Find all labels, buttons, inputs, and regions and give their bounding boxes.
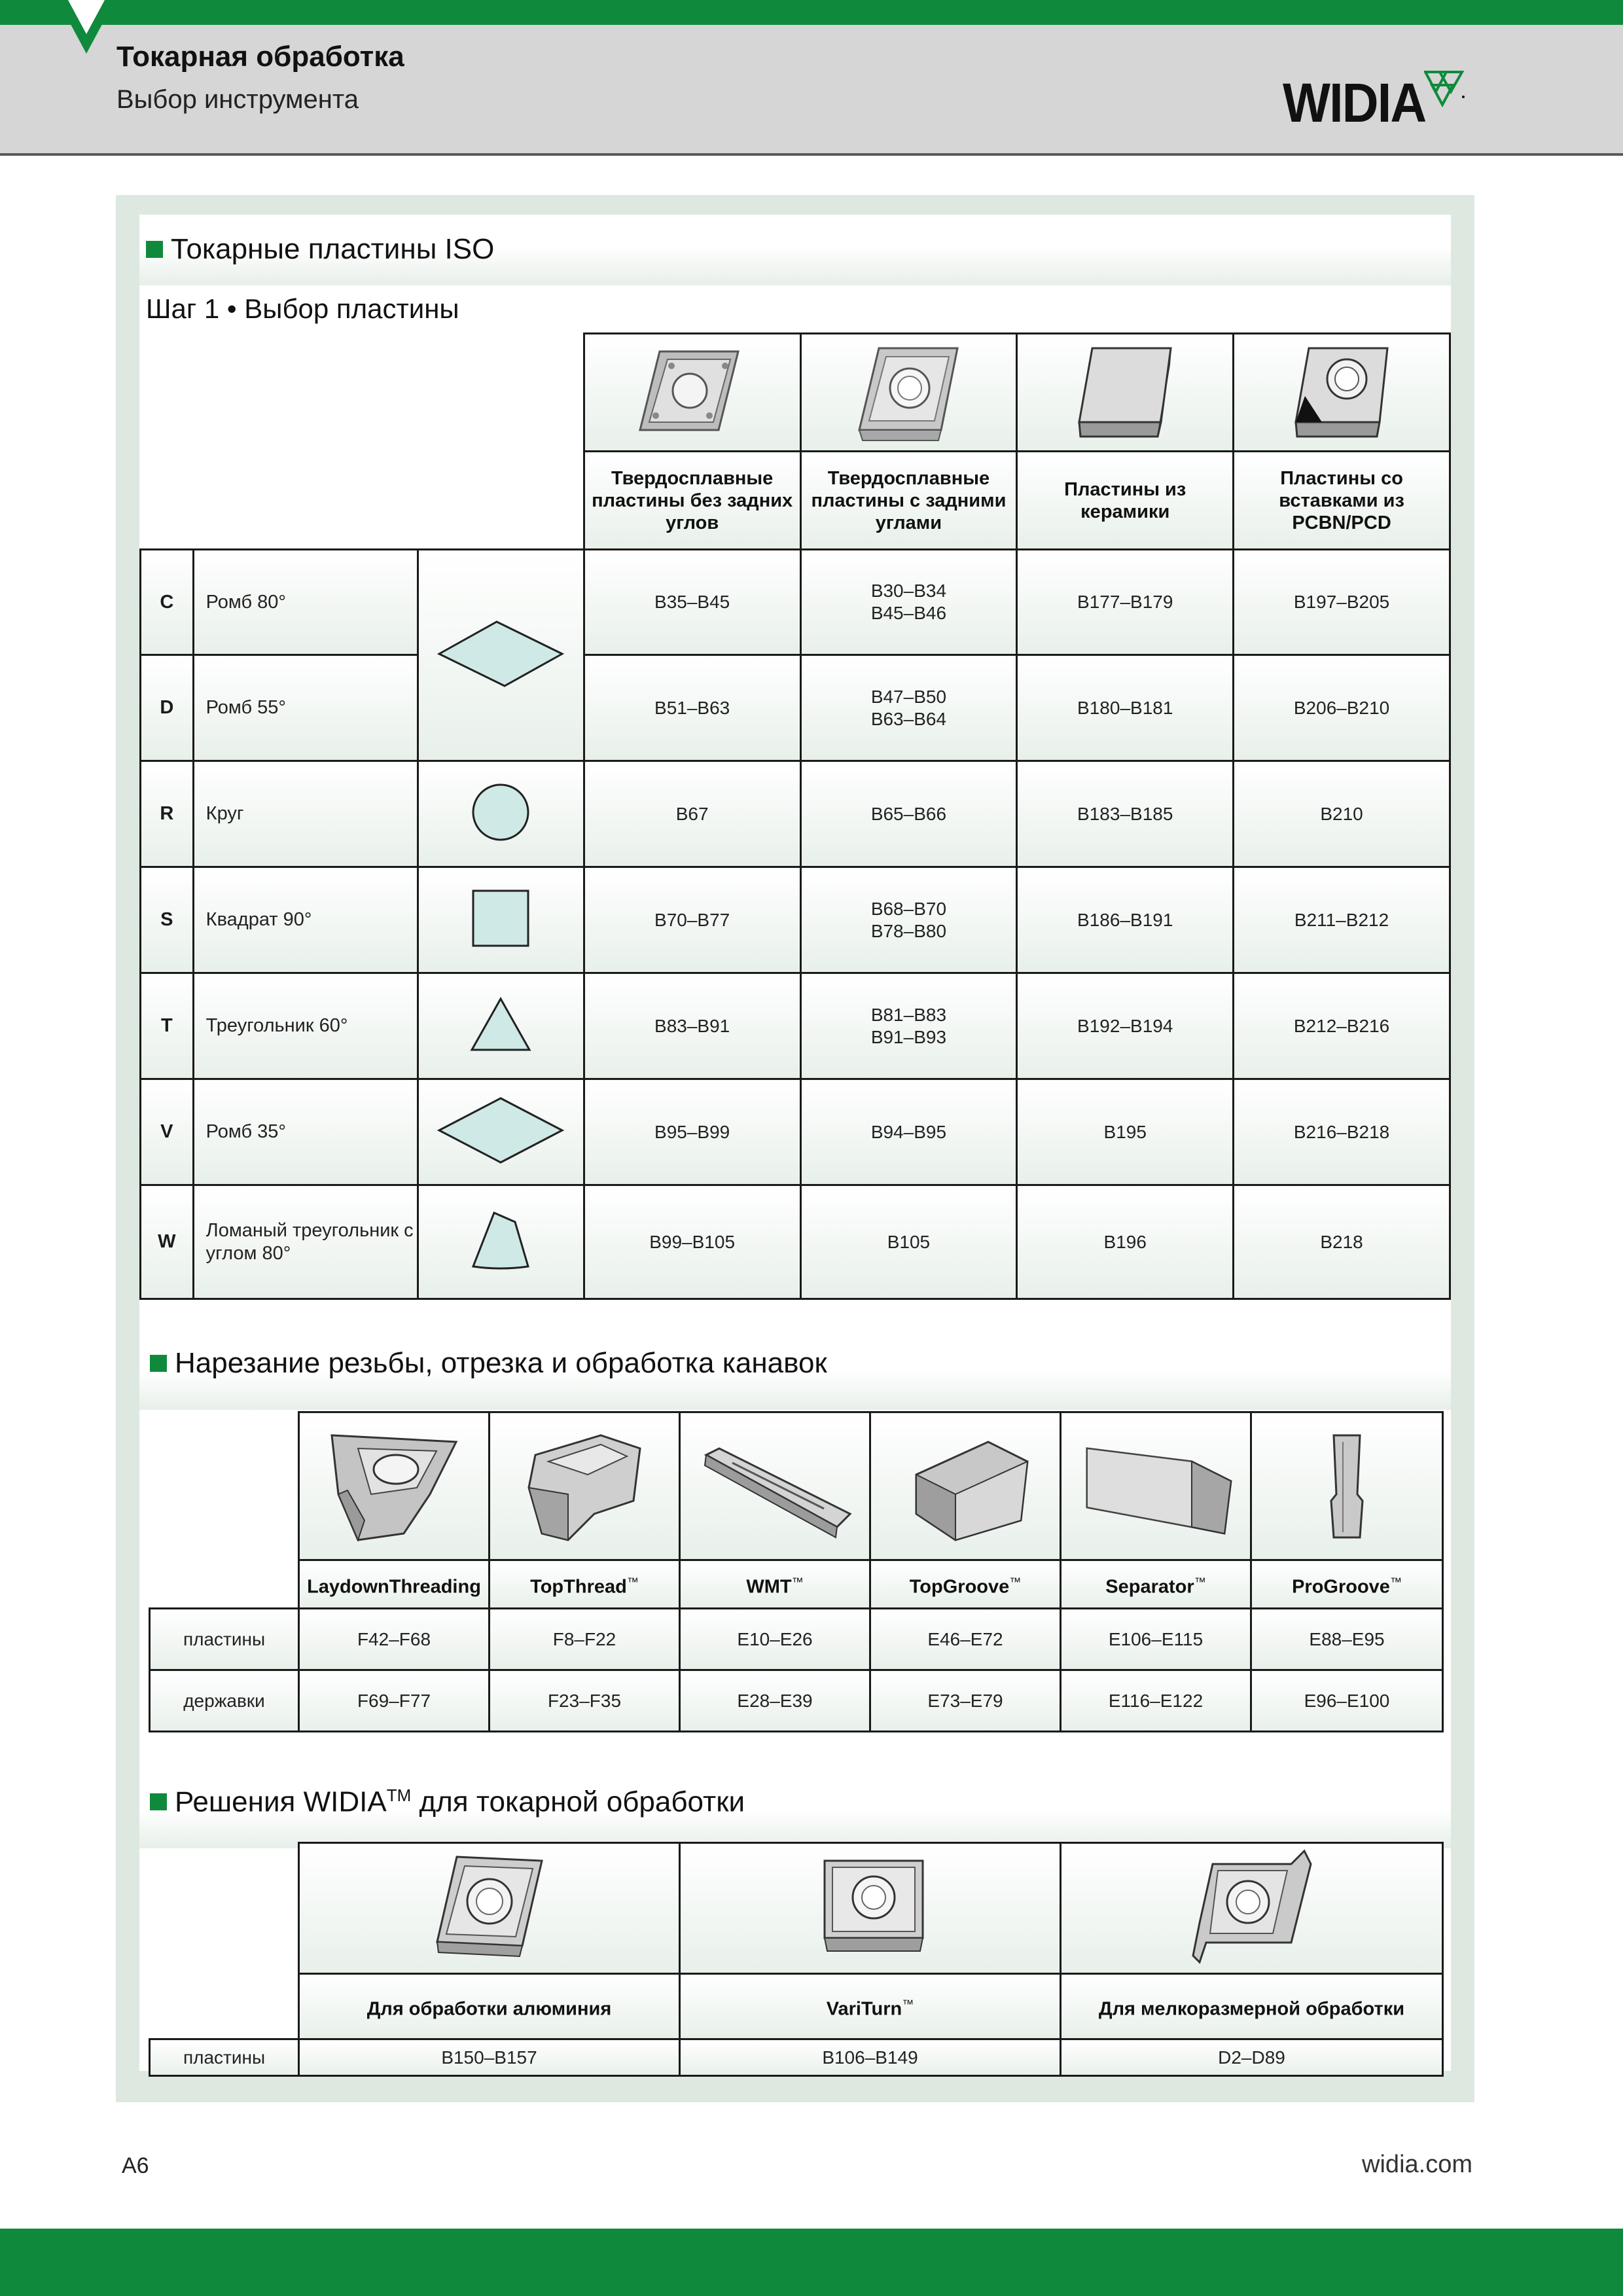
iso-cell: B186–B191 [1017,867,1234,973]
iso-col-icon-cell [1017,334,1234,452]
iso-col-icon-cell [584,334,800,452]
solution-col-header: VariTurn™ [680,1974,1061,2039]
iso-col-header: Пластины со вставками из PCBN/PCD [1234,452,1450,550]
iso-col-icon-cell [1234,334,1450,452]
shape-code: C [141,550,194,655]
widia-triangles-icon [1424,68,1466,107]
solution-col-icon-cell [680,1843,1061,1974]
thread-cell: E106–E115 [1061,1609,1251,1670]
progroove-insert-icon [1314,1422,1380,1547]
iso-cell: B65–B66 [800,761,1017,867]
header-notch-inner-decor [68,0,105,34]
circle-icon [468,780,533,845]
iso-cell: B180–B181 [1017,655,1234,761]
thread-col-icon-cell [680,1412,870,1560]
top-green-bar [0,0,1623,25]
content-panel [116,195,1474,2102]
shape-code: T [141,973,194,1079]
iso-row-c [141,550,1450,655]
shape-name: Круг [193,761,418,867]
iso-row-w [141,1185,1450,1299]
thread-col-header: LaydownThreading [299,1560,490,1609]
shape-code: W [141,1185,194,1299]
iso-row-d [141,655,1450,761]
shape-name: Ромб 35° [193,1079,418,1185]
thread-cell: E116–E122 [1061,1670,1251,1732]
shape-name: Ломаный треугольник с углом 80° [193,1185,418,1299]
solution-col-icon-cell [1061,1843,1443,1974]
section-thread-header [139,1339,1451,1410]
thread-cell: E28–E39 [680,1670,870,1732]
thread-col-icon-cell [1251,1412,1443,1560]
thread-cell: E46–E72 [870,1609,1061,1670]
trigon-icon [468,1208,533,1273]
iso-cell: B68–B70 B78–B80 [800,867,1017,973]
thread-cell: F69–F77 [299,1670,490,1732]
thread-row-inserts [150,1609,1443,1670]
thread-col-icon-cell [490,1412,680,1560]
green-square-bullet-icon [150,1793,167,1810]
positive-carbide-insert-icon [849,338,967,443]
shape-diagram-cell [418,1185,584,1299]
iso-cell: B83–B91 [584,973,800,1079]
thread-cell: F42–F68 [299,1609,490,1670]
iso-cell: B211–B212 [1234,867,1450,973]
solution-col-header: Для обработки алюминия [299,1974,680,2039]
shape-code: V [141,1079,194,1185]
solution-col-header: Для мелкоразмерной обработки [1061,1974,1443,2039]
thread-col-header: Separator™ [1061,1560,1251,1609]
shape-diagram-cell [418,973,584,1079]
iso-cell: B105 [800,1185,1017,1299]
iso-cell: B183–B185 [1017,761,1234,867]
negative-carbide-insert-icon [633,338,751,443]
laydown-threading-insert-icon [319,1422,469,1547]
iso-cell: B196 [1017,1185,1234,1299]
section-solutions-header [139,1778,1451,1848]
page-subtitle: Выбор инструмента [116,85,359,114]
solution-cell: B150–B157 [299,2039,680,2076]
page-number: A6 [122,2153,149,2178]
iso-insert-table [139,332,1451,1300]
iso-row-v [141,1079,1450,1185]
shape-name: Ромб 80° [193,550,418,655]
shape-diagram-cell [418,761,584,867]
section-iso-header [139,215,1451,285]
iso-cell: B30–B34 B45–B46 [800,550,1017,655]
thread-cell: F23–F35 [490,1670,680,1732]
thread-col-icon-cell [870,1412,1061,1560]
page-header [0,25,1623,156]
thread-groove-table [149,1411,1444,1732]
shape-code: R [141,761,194,867]
shape-name: Квадрат 90° [193,867,418,973]
thread-cell: E73–E79 [870,1670,1061,1732]
shape-code: S [141,867,194,973]
logo-text: WIDIA [1283,72,1426,134]
iso-cell: B51–B63 [584,655,800,761]
shape-code: D [141,655,194,761]
shape-diagram-cell [418,867,584,973]
iso-cell: B197–B205 [1234,550,1450,655]
row-label: пластины [150,2039,299,2076]
rhombus-icon [435,618,566,690]
separator-insert-icon [1074,1422,1238,1547]
section-iso-title: Токарные пластины ISO [171,233,495,265]
widia-solutions-table [149,1842,1444,2077]
iso-cell: B95–B99 [584,1079,800,1185]
page-title: Токарная обработка [116,41,404,73]
thread-cell: E10–E26 [680,1609,870,1670]
iso-cell: B70–B77 [584,867,800,973]
thread-col-icon-cell [1061,1412,1251,1560]
iso-col-header: Твердосплавные пластины с задними углами [800,452,1017,550]
iso-cell: B192–B194 [1017,973,1234,1079]
solution-cell: B106–B149 [680,2039,1061,2076]
iso-cell: B210 [1234,761,1450,867]
thread-col-header: ProGroove™ [1251,1560,1443,1609]
thread-col-header: WMT™ [680,1560,870,1609]
thread-cell: E88–E95 [1251,1609,1443,1670]
iso-cell: B94–B95 [800,1079,1017,1185]
aluminium-insert-icon [424,1848,555,1965]
iso-row-t [141,973,1450,1079]
thread-col-header: TopThread™ [490,1560,680,1609]
topthread-insert-icon [509,1422,660,1547]
topgroove-insert-icon [890,1422,1041,1547]
section-iso-body [139,285,1451,1397]
iso-cell: B47–B50 B63–B64 [800,655,1017,761]
ceramic-insert-icon [1066,338,1184,443]
shape-name: Ромб 55° [193,655,418,761]
step-label: Шаг 1 • Выбор пластины [146,293,459,324]
thread-col-header: TopGroove™ [870,1560,1061,1609]
website-link[interactable]: widia.com [1362,2151,1472,2178]
green-square-bullet-icon [146,241,163,258]
wmt-insert-icon [693,1422,857,1547]
iso-cell: B35–B45 [584,550,800,655]
thread-row-holders [150,1670,1443,1732]
rhombus-35-icon [435,1094,566,1166]
iso-cell: B67 [584,761,800,867]
pcbn-pcd-insert-icon [1283,338,1400,443]
widia-logo [1283,73,1438,132]
iso-col-header: Твердосплавные пластины без задних углов [584,452,800,550]
solution-cell: D2–D89 [1061,2039,1443,2076]
row-label: державки [150,1670,299,1732]
iso-row-r [141,761,1450,867]
iso-cell: B81–B83 B91–B93 [800,973,1017,1079]
iso-cell: B195 [1017,1079,1234,1185]
green-square-bullet-icon [150,1355,167,1372]
shape-diagram-cell [418,1079,584,1185]
section-thread-title: Нарезание резьбы, отрезка и обработка канавок [175,1347,827,1379]
shape-diagram-cell [418,550,584,761]
row-label: пластины [150,1609,299,1670]
solution-col-icon-cell [299,1843,680,1974]
thread-col-icon-cell [299,1412,490,1560]
solution-row-inserts [150,2039,1443,2076]
thread-cell: E96–E100 [1251,1670,1443,1732]
triangle-icon [468,995,533,1054]
iso-cell: B212–B216 [1234,973,1450,1079]
iso-col-header: Пластины из керамики [1017,452,1234,550]
iso-cell: B218 [1234,1185,1450,1299]
shape-name: Треугольник 60° [193,973,418,1079]
iso-cell: B206–B210 [1234,655,1450,761]
variturn-insert-icon [805,1848,936,1965]
bottom-green-bar [0,2229,1623,2296]
square-icon [468,886,533,951]
iso-row-s [141,867,1450,973]
small-part-insert-icon [1180,1844,1324,1969]
section-solutions-title: Решения WIDIA™ для токарной обработки [175,1785,745,1818]
thread-cell: F8–F22 [490,1609,680,1670]
iso-cell: B177–B179 [1017,550,1234,655]
iso-col-icon-cell [800,334,1017,452]
iso-cell: B216–B218 [1234,1079,1450,1185]
iso-cell: B99–B105 [584,1185,800,1299]
